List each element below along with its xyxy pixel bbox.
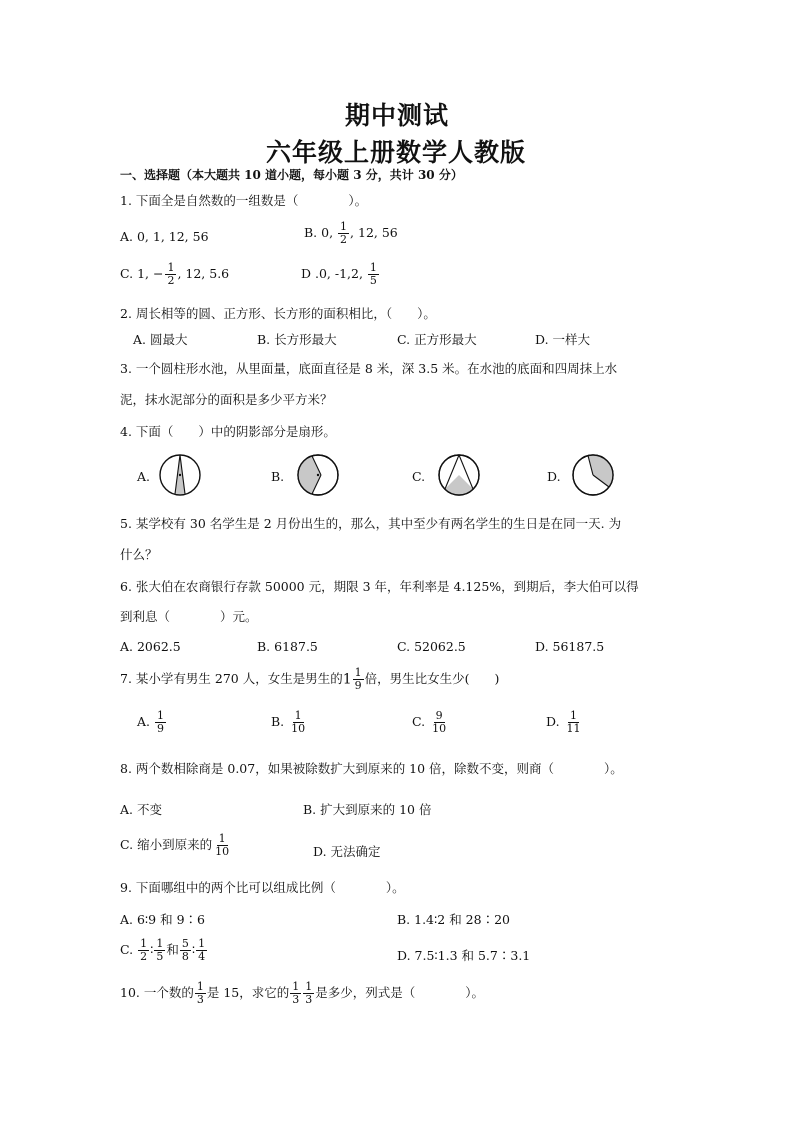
q2-option-b: B. 长方形最大 xyxy=(257,332,337,347)
q9-stem: 9. 下面哪组中的两个比可以组成比例（ ）。 xyxy=(120,880,405,895)
q4-label-c: C. xyxy=(412,469,426,484)
q9-option-d: D. 7.5∶1.3 和 5.7∶3.1 xyxy=(397,948,531,963)
q8-option-a: A. 不变 xyxy=(120,802,162,817)
q7-option-c: C. $\frac{9}{10}$ xyxy=(412,709,447,735)
q3-line2: 泥，抹水泥部分的面积是多少平方米？ xyxy=(120,392,333,407)
q8-stem: 8. 两个数相除商是 0.07，如果被除数扩大到原来的 10 倍，除数不变，则商（ ）。 xyxy=(120,761,623,776)
q7-stem: 7. 某小学有男生 270 人，女生是男生的1 $\frac{1}{9}$ 倍，男生比女生少( ) xyxy=(120,666,500,692)
q7-option-a: A. $\frac{1}{9}$ xyxy=(137,709,164,735)
q6-line1: 6. 张大伯在农商银行存款 50000 元，期限 3 年，年利率是 4.125%，到期后，李大伯可以得 xyxy=(120,579,639,594)
q9-option-c: C. $\frac{1}{2}$ ∶ $\frac{1}{5}$ 和 $\frac{5}{8}$ ∶ $\frac{1}{4}$ xyxy=(120,937,206,963)
q7-option-b: B. $\frac{1}{10}$ xyxy=(271,709,306,735)
q4-figure-c xyxy=(437,453,481,497)
q2-option-c: C. 正方形最大 xyxy=(397,332,477,347)
q1-option-c: C. 1, − $\frac{1}{2}$ , 12, 5.6 xyxy=(120,261,230,287)
q1-option-b: B. 0, $\frac{1}{2}$ , 12, 56 xyxy=(304,220,398,246)
q4-stem: 4. 下面（ ）中的阴影部分是扇形。 xyxy=(120,424,336,439)
q1-d-fraction: $\frac{1}{5}$ xyxy=(369,261,377,287)
q6-option-c: C. 52062.5 xyxy=(397,639,466,654)
q9-option-b: B. 1.4∶2 和 28∶20 xyxy=(397,912,510,927)
q8-option-c: C. 缩小到原来的 $\frac{1}{10}$ xyxy=(120,832,230,858)
q8-option-d: D. 无法确定 xyxy=(313,844,381,859)
q1-option-d: D .0, -1,2, $\frac{1}{5}$ xyxy=(301,261,377,287)
q5-line2: 什么？ xyxy=(120,547,158,562)
title-line2: 六年级上册数学人教版 xyxy=(266,138,527,167)
q9-option-a: A. 6∶9 和 9∶6 xyxy=(120,912,205,927)
q8-c-fraction: $\frac{1}{10}$ xyxy=(215,832,230,858)
title-line1: 期中测试 xyxy=(345,101,450,130)
q10-stem: 10. 一个数的 $\frac{1}{3}$ 是 15，求它的 $\frac{1}{3}$ $\frac{1}{3}$ 是多少，列式是（ ）。 xyxy=(120,980,485,1006)
q6-option-b: B. 6187.5 xyxy=(257,639,318,654)
q4-label-d: D. xyxy=(547,469,561,484)
q2-stem: 2. 周长相等的圆、正方形、长方形的面积相比，（ ）。 xyxy=(120,306,436,321)
q8-option-b: B. 扩大到原来的 10 倍 xyxy=(303,802,432,817)
q2-option-a: A. 圆最大 xyxy=(133,332,188,347)
q3-line1: 3. 一个圆柱形水池，从里面量，底面直径是 8 米，深 3.5 米。在水池的底面和四周抹上水 xyxy=(120,361,618,376)
q7-mixed-fraction: $\frac{1}{9}$ xyxy=(354,666,362,692)
q4-label-b: B. xyxy=(271,469,285,484)
q1-stem: 1. 下面全是自然数的一组数是（ ）。 xyxy=(120,193,368,208)
q4-figure-d xyxy=(571,453,615,497)
q6-option-d: D. 56187.5 xyxy=(535,639,605,654)
q1-option-a: A. 0, 1, 12, 56 xyxy=(120,229,209,244)
q6-line2: 到利息（ ）元。 xyxy=(120,609,258,624)
q1-c-fraction: $\frac{1}{2}$ xyxy=(167,261,175,287)
q5-line1: 5. 某学校有 30 名学生是 2 月份出生的，那么，其中至少有两名学生的生日是在同一天. 为 xyxy=(120,516,622,531)
section-heading: 一、选择题（本大题共 10 道小题，每小题 3 分，共计 30 分） xyxy=(120,168,463,182)
q4-figure-a xyxy=(158,453,202,497)
q2-option-d: D. 一样大 xyxy=(535,332,591,347)
q4-label-a: A. xyxy=(137,469,151,484)
q4-figure-b xyxy=(296,453,340,497)
q7-option-d: D. $\frac{1}{11}$ xyxy=(546,709,581,735)
q6-option-a: A. 2062.5 xyxy=(120,639,181,654)
q1-b-fraction: $\frac{1}{2}$ xyxy=(340,220,348,246)
